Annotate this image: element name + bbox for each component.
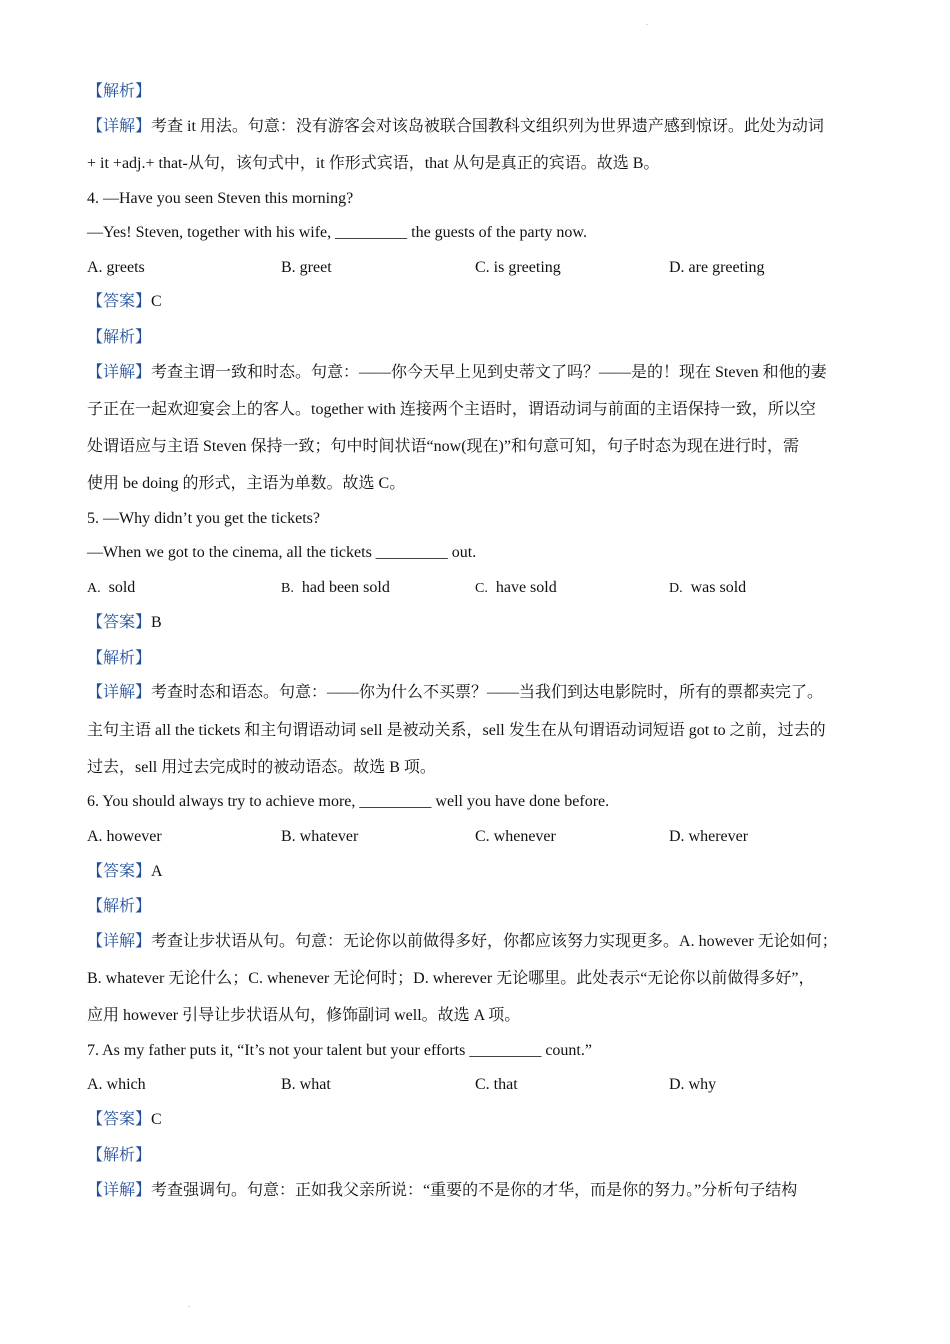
question-4-stem: 4. —Have you seen Steven this morning? [87,190,354,207]
question-6-stem: 6. You should always try to achieve more, _________ well you have done before. [87,793,610,810]
detail-line: 应用 however 引导让步状语从句，修饰副词 well。故选 A 项。 [87,1007,521,1024]
question-7-stem: 7. As my father puts it, “It’s not your talent but your efforts _________ count.” [87,1042,592,1059]
detail-line [87,363,827,383]
detail-label: 【详解】 [87,684,152,701]
detail-text: 考查主谓一致和时态。句意：——你今天早上见到史蒂文了吗？——是的！现在 Steven 和他的妻 [151,364,827,381]
question-4-option-a: A. greets [87,259,145,276]
question-4-option-c: C. is greeting [475,259,561,276]
detail-text: 考查让步状语从句。句意：无论你以前做得多好，你都应该努力实现更多。A. however 无论如何； [151,933,838,950]
analysis-label: 【解析】 [87,329,152,346]
analysis-label: 【解析】 [87,650,152,667]
detail-line: 处谓语应与主语 Steven 保持一致；句中时间状语“now(现在)”和句意可知，句子时态为现在进行时，需 [87,438,799,455]
question-7-option-c: C. that [475,1076,518,1093]
detail-line [87,683,823,703]
question-5-stem: 5. —Why didn’t you get the tickets? [87,510,320,527]
answer-label: 【答案】 [87,1111,152,1128]
answer-label: 【答案】 [87,293,152,310]
top-corner-mark: . [646,18,648,27]
question-4-option-b: B. greet [281,259,332,276]
question-7-option-a: A. which [87,1076,146,1093]
detail-line: 主句主语 all the tickets 和主句谓语动词 sell 是被动关系，sell 发生在从句谓语动词短语 got to 之前，过去的 [87,722,826,739]
answer-value: A [151,863,163,880]
question-5-reply: —When we got to the cinema, all the tickets _________ out. [87,544,477,561]
detail-line: B. whatever 无论什么；C. whenever 无论何时；D. wherever 无论哪里。此处表示“无论你以前做得多好”， [87,970,815,987]
detail-label: 【详解】 [87,364,152,381]
detail-line [87,1181,797,1201]
question-5-option-c: C. have sold [475,579,557,596]
question-5-answer [87,613,162,633]
answer-value: C [151,293,162,310]
bottom-corner-mark: . [188,1300,190,1309]
question-6-option-a: A. however [87,828,162,845]
answer-label: 【答案】 [87,614,152,631]
answer-label: 【答案】 [87,863,152,880]
question-4-reply: —Yes! Steven, together with his wife, _________ the guests of the party now. [87,224,587,241]
detail-line [87,117,824,137]
detail-label: 【详解】 [87,118,152,135]
answer-value: B [151,614,162,631]
detail-line: 子正在一起欢迎宴会上的客人。together with 连接两个主语时，谓语动词与前面的主语保持一致，所以空 [87,401,816,418]
question-7-option-b: B. what [281,1076,331,1093]
question-5-option-b: B. had been sold [281,579,390,596]
analysis-label: 【解析】 [87,898,152,915]
question-6-option-d: D. wherever [669,828,749,845]
analysis-label: 【解析】 [87,1147,152,1164]
question-4-answer [87,292,162,312]
detail-label: 【详解】 [87,1182,152,1199]
question-6-option-b: B. whatever [281,828,359,845]
detail-line [87,932,838,952]
question-6-option-c: C. whenever [475,828,556,845]
detail-label: 【详解】 [87,933,152,950]
detail-text: 考查强调句。句意：正如我父亲所说：“重要的不是你的才华，而是你的努力。”分析句子结构 [151,1182,798,1199]
detail-line: + it +adj.+ that-从句，该句式中，it 作形式宾语，that 从句是真正的宾语。故选 B。 [87,155,660,172]
detail-line: 使用 be doing 的形式，主语为单数。故选 C。 [87,475,406,492]
question-4-option-d: D. are greeting [669,259,765,276]
question-7-answer [87,1110,162,1130]
question-5-option-d: D. was sold [669,579,747,596]
detail-text: 考查时态和语态。句意：——你为什么不买票？——当我们到达电影院时，所有的票都卖完了。 [151,684,824,701]
detail-line: 过去，sell 用过去完成时的被动语态。故选 B 项。 [87,759,436,776]
answer-value: C [151,1111,162,1128]
question-5-option-a: A. sold [87,579,136,596]
analysis-label: 【解析】 [87,83,152,100]
question-6-answer [87,862,163,882]
detail-text: 考查 it 用法。句意：没有游客会对该岛被联合国教科文组织列为世界遗产感到惊讶。此处为动词 [151,118,824,135]
question-7-option-d: D. why [669,1076,717,1093]
